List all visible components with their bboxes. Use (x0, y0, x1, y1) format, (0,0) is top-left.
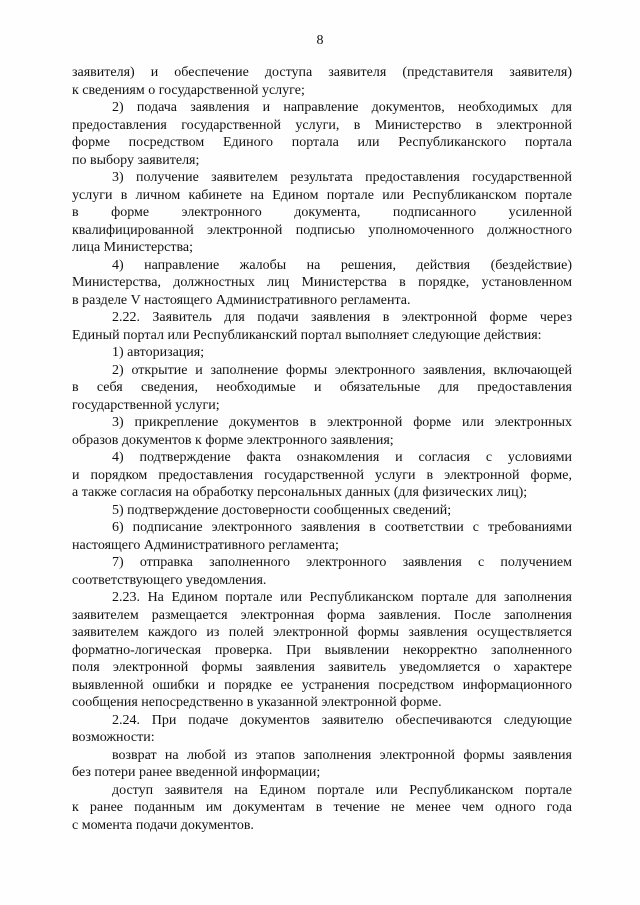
text-line: а также согласия на обработку персональных данных (для физических лиц); (72, 485, 528, 500)
text-line: 1) авторизация; (112, 345, 205, 360)
text-line: заявителем размещается электронная форма заявления. После заполнения (72, 607, 572, 623)
text-line: возврат на любой из этапов заполнения электронной формы заявления (112, 747, 572, 763)
text-line: услуги в личном кабинете на Едином портале или Республиканском портале (72, 187, 572, 203)
text-line: выявленной ошибки и порядке ее устранения посредством информационного (72, 677, 572, 693)
text-line: к сведениям о государственной услуге; (72, 82, 305, 98)
text-line: к ранее поданным им документам в течение не менее чем одного года (72, 800, 572, 815)
text-line: сообщения непосредственно в указанной электронной форме. (72, 695, 442, 710)
text-line: возможности: (72, 730, 155, 745)
document-body (72, 64, 572, 834)
text-line: без потери ранее введенной информации; (72, 765, 321, 780)
text-line: Единый портал или Республиканский портал выполняет следующие действия: (72, 327, 542, 343)
text-line: заявителем каждого из полей электронной формы заявления осуществляется (72, 625, 572, 640)
text-line: 2.22. Заявитель для подачи заявления в электронной форме через (112, 310, 572, 325)
text-line: в форме электронного документа, подписанного усиленной (72, 205, 572, 220)
text-line: квалифицированной электронной подписью уполномоченного должностного (72, 222, 572, 238)
text-line: 7) отправка заполненного электронного заявления с получением (112, 555, 572, 570)
text-line: в разделе V настоящего Административного регламента. (72, 292, 411, 308)
text-line: Министерства, должностных лиц Министерства в порядке, установленном (72, 275, 572, 290)
text-line: 2.23. На Едином портале или Республиканском портале для заполнения (112, 590, 572, 605)
text-line: соответствующего уведомления. (72, 572, 267, 588)
text-line: заявителя) и обеспечение доступа заявителя (представителя заявителя) (72, 65, 572, 80)
text-line: 3) получение заявителем результата предоставления государственной (112, 170, 572, 185)
text-line: 2) подача заявления и направление документов, необходимых для (112, 100, 572, 115)
text-line: 4) подтверждение факта ознакомления и согласия с условиями (112, 450, 572, 465)
text-line: форматно-логическая проверка. При выявлении некорректно заполненного (72, 642, 572, 658)
text-line: 4) направление жалобы на решения, действия (бездействие) (112, 257, 572, 273)
text-line: доступ заявителя на Едином портале или Республиканском портале (112, 782, 572, 798)
text-line: с момента подачи документов. (72, 817, 254, 833)
text-line: 6) подписание электронного заявления в соответствии с требованиями (112, 520, 572, 535)
text-line: в себя сведения, необходимые и обязательные для предоставления (72, 380, 572, 395)
text-line: поля электронной формы заявления заявитель уведомляется о характере (72, 660, 572, 675)
text-line: форме посредством Единого портала или Республиканского портала (72, 135, 572, 150)
text-line: 3) прикрепление документов в электронной форме или электронных (112, 415, 572, 430)
text-line: и порядком предоставления государственной услуги в электронной форме, (72, 467, 572, 483)
text-line: 5) подтверждение достоверности сообщенных сведений; (112, 502, 452, 518)
text-line: предоставления государственной услуги, в Министерство в электронной (72, 117, 572, 133)
text-line: государственной услуги; (72, 397, 220, 413)
text-line: настоящего Административного регламента; (72, 537, 339, 553)
text-line: лица Министерства; (72, 240, 194, 255)
text-line: 2) открытие и заполнение формы электронного заявления, включающей (112, 362, 572, 378)
text-line: 2.24. При подаче документов заявителю обеспечиваются следующие (112, 712, 572, 728)
text-line: по выбору заявителя; (72, 152, 200, 168)
page-number: 8 (316, 33, 324, 48)
text-line: образов документов к форме электронного заявления; (72, 432, 394, 448)
